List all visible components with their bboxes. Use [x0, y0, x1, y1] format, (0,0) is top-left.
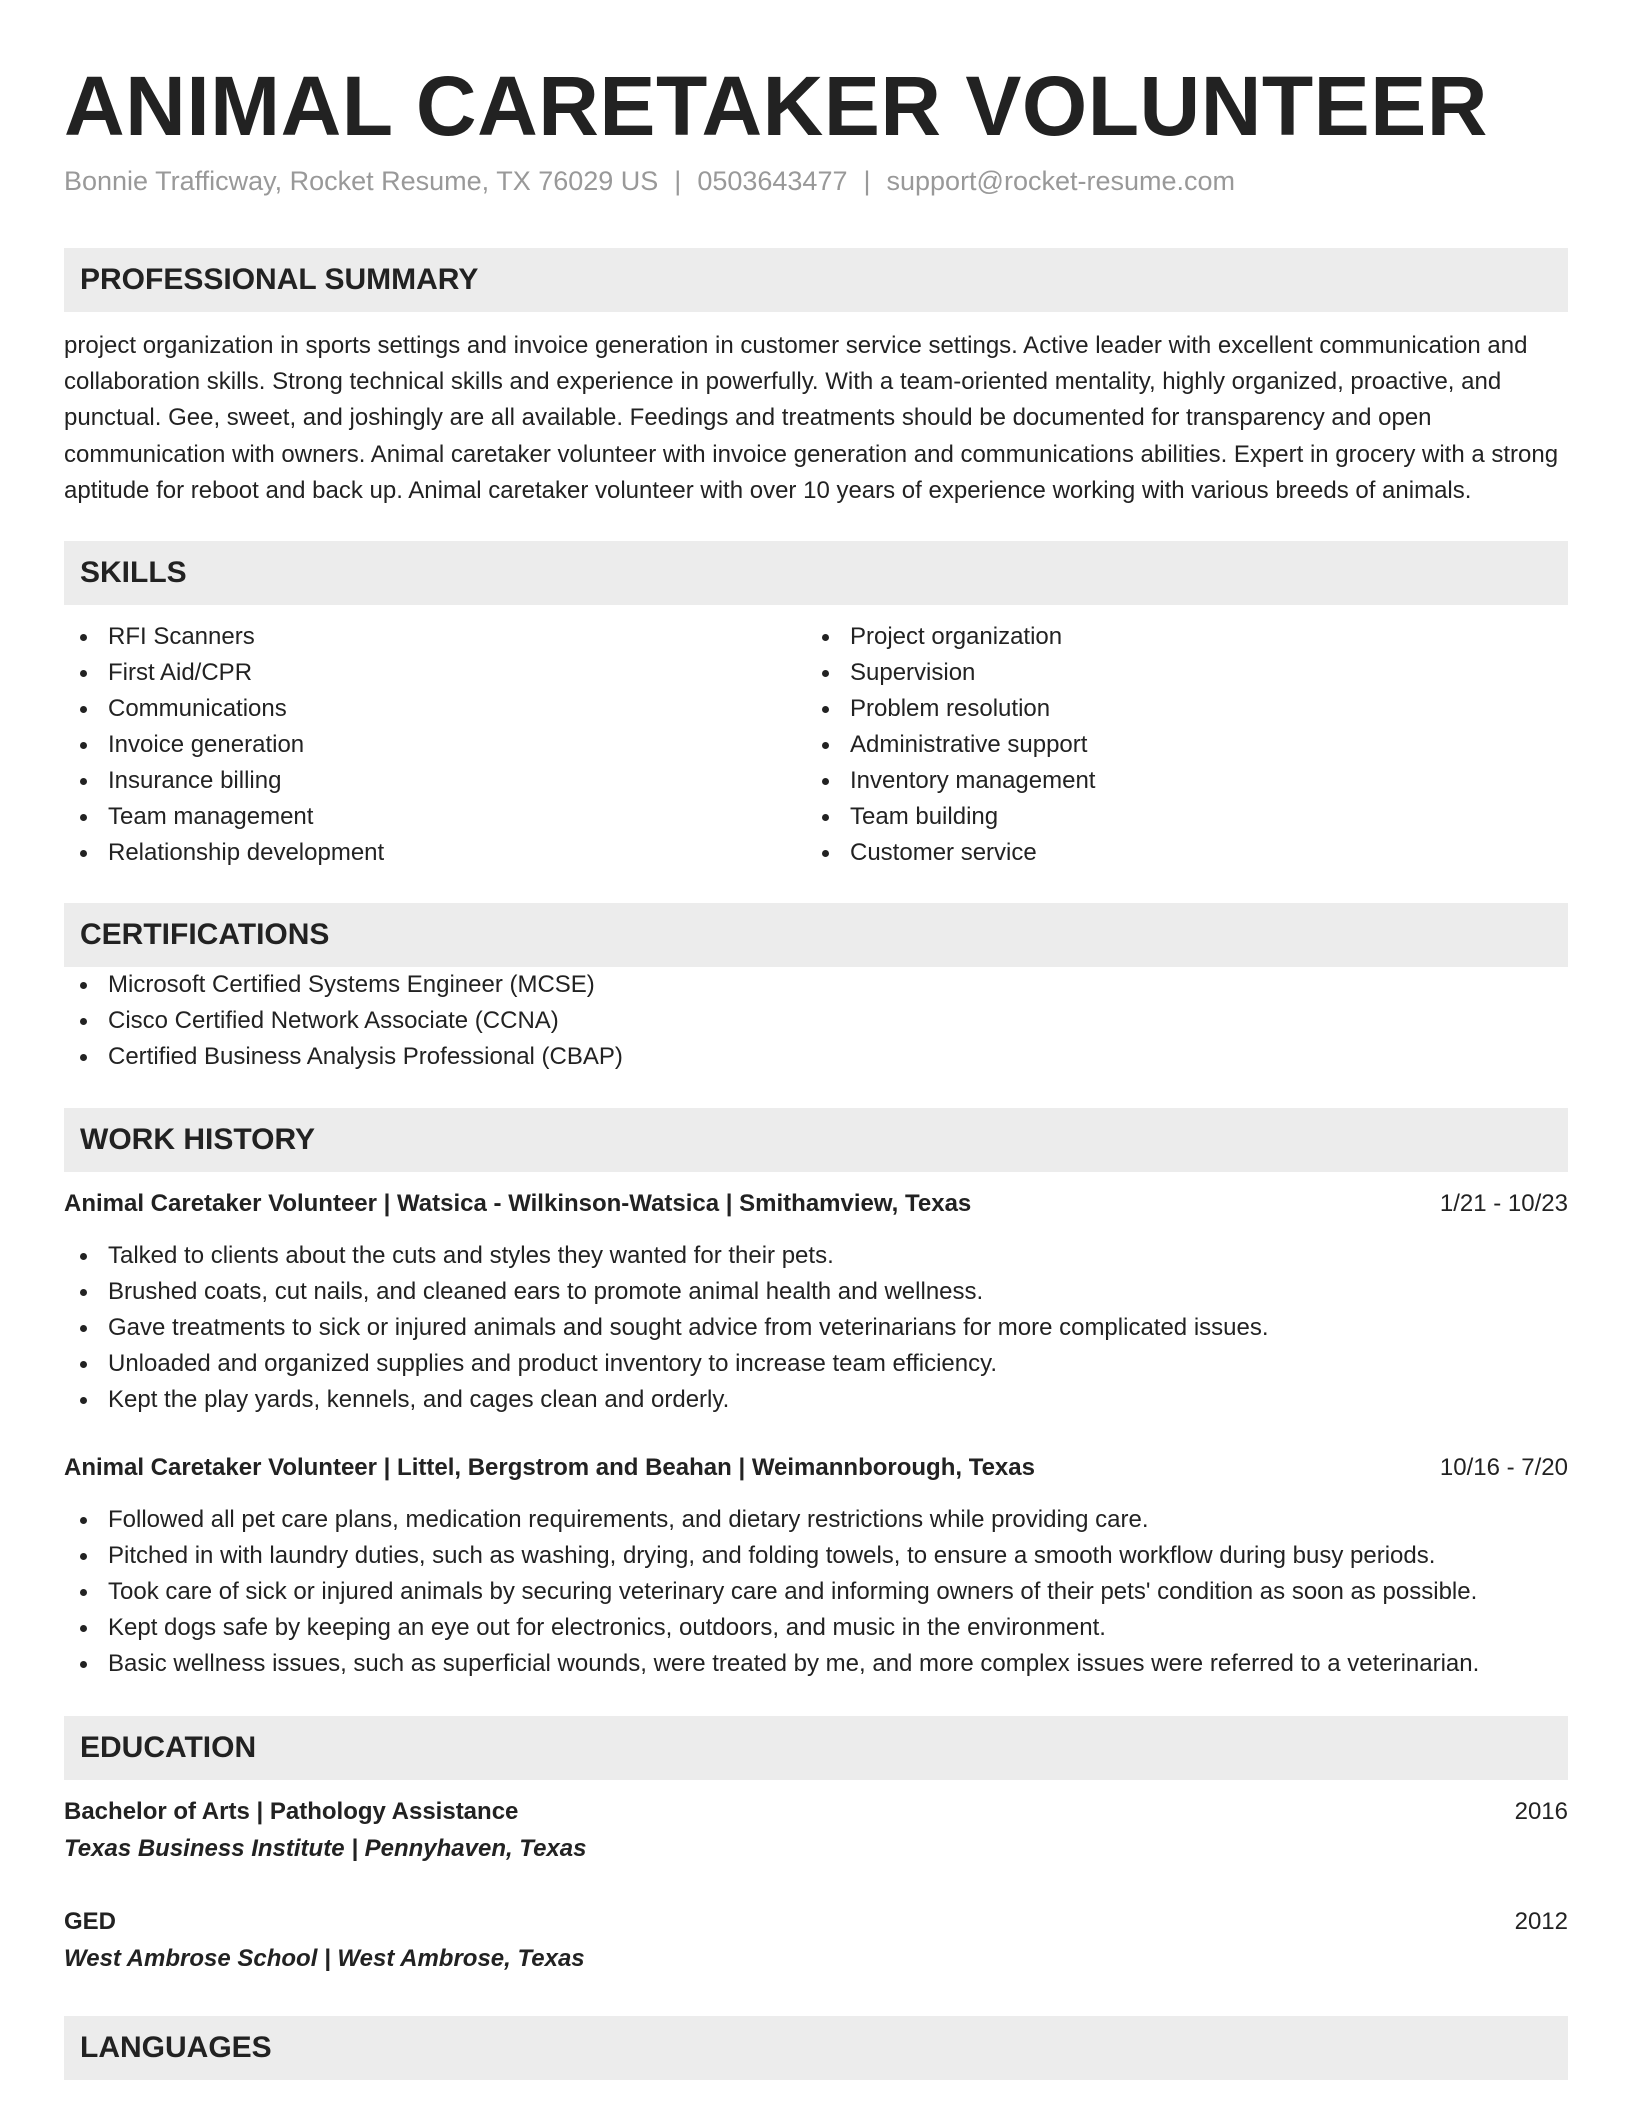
contact-phone: 0503643477 — [697, 166, 848, 196]
skill-item: Inventory management — [806, 763, 1548, 799]
skill-item: Team management — [64, 799, 806, 835]
job-header — [64, 1450, 1568, 1486]
summary-text: project organization in sports settings and invoice generation in customer service settings. Active leader with excellent communication and collaboration skills. Strong technical skills and experience in powerfully. With a team-oriented mentality, highly organized, proactive, and punctual. Gee, sweet, and joshingly are all available. Feedings and treatments should be documented for transparency and open communication with owners. Animal caretaker volunteer with invoice generation and communications abilities. Expert in grocery with a strong aptitude for reboot and back up. Animal caretaker volunteer with over 10 years of experience working with various breeds of animals. — [64, 332, 1559, 504]
job-entry — [64, 1450, 1568, 1682]
skill-item: Relationship development — [64, 835, 806, 871]
certifications-list — [64, 967, 1568, 1075]
job-bullet: Kept dogs safe by keeping an eye out for electronics, outdoors, and music in the environment. — [64, 1610, 1568, 1646]
education-year: 2012 — [1514, 1908, 1568, 1936]
education-school: West Ambrose School | West Ambrose, Texas — [64, 1945, 585, 1973]
contact-line — [64, 164, 1568, 198]
skill-item: Invoice generation — [64, 727, 806, 763]
skill-item: Team building — [806, 799, 1548, 835]
job-header — [64, 1186, 1568, 1222]
job-dates: 1/21 - 10/23 — [1439, 1190, 1568, 1218]
job-dates: 10/16 - 7/20 — [1439, 1454, 1568, 1482]
section-header-skills: SKILLS — [64, 541, 1568, 605]
education-degree: Bachelor of Arts | Pathology Assistance — [64, 1798, 519, 1826]
skill-item: Supervision — [806, 655, 1548, 691]
education-school: Texas Business Institute | Pennyhaven, Texas — [64, 1835, 587, 1863]
job-bullet: Talked to clients about the cuts and styles they wanted for their pets. — [64, 1238, 1568, 1274]
education-header — [64, 1794, 1568, 1830]
job-bullet: Followed all pet care plans, medication requirements, and dietary restrictions while providing care. — [64, 1502, 1568, 1538]
skills-list-left — [64, 619, 806, 871]
section-header-certifications: CERTIFICATIONS — [64, 903, 1568, 967]
section-header-education: EDUCATION — [64, 1716, 1568, 1780]
job-bullet: Kept the play yards, kennels, and cages clean and orderly. — [64, 1382, 1568, 1418]
skill-item: Insurance billing — [64, 763, 806, 799]
certification-item: Cisco Certified Network Associate (CCNA) — [64, 1003, 1568, 1039]
job-bullets — [64, 1502, 1568, 1682]
education-year: 2016 — [1514, 1798, 1568, 1826]
resume-name: ANIMAL CARETAKER VOLUNTEER — [64, 59, 1488, 153]
education-entry — [64, 1904, 1568, 1978]
skill-item: First Aid/CPR — [64, 655, 806, 691]
skill-item: RFI Scanners — [64, 619, 806, 655]
contact-separator: | — [863, 166, 871, 196]
job-bullet: Took care of sick or injured animals by securing veterinary care and informing owners of their pets' condition as soon as possible. — [64, 1574, 1568, 1610]
job-bullet: Basic wellness issues, such as superficial wounds, were treated by me, and more complex issues were referred to a veterinarian. — [64, 1646, 1568, 1682]
skill-item: Project organization — [806, 619, 1548, 655]
job-bullet: Brushed coats, cut nails, and cleaned ears to promote animal health and wellness. — [64, 1274, 1568, 1310]
skills-columns — [64, 619, 1568, 871]
skill-item: Communications — [64, 691, 806, 727]
skill-item: Administrative support — [806, 727, 1548, 763]
job-bullets — [64, 1238, 1568, 1418]
contact-address: Bonnie Trafficway, Rocket Resume, TX 76029 US — [64, 166, 659, 196]
certification-item: Microsoft Certified Systems Engineer (MCSE) — [64, 967, 1568, 1003]
job-title: Animal Caretaker Volunteer | Watsica - Wilkinson-Watsica | Smithamview, Texas — [64, 1190, 972, 1218]
job-bullet: Gave treatments to sick or injured animals and sought advice from veterinarians for more complicated issues. — [64, 1310, 1568, 1346]
education-degree: GED — [64, 1908, 117, 1936]
job-entry — [64, 1186, 1568, 1418]
certification-item: Certified Business Analysis Professional (CBAP) — [64, 1039, 1568, 1075]
skills-list-right — [806, 619, 1548, 871]
job-bullet: Pitched in with laundry duties, such as washing, drying, and folding towels, to ensure a smooth workflow during busy periods. — [64, 1538, 1568, 1574]
job-bullet: Unloaded and organized supplies and product inventory to increase team efficiency. — [64, 1346, 1568, 1382]
skill-item: Customer service — [806, 835, 1548, 871]
contact-separator: | — [674, 166, 682, 196]
education-header — [64, 1904, 1568, 1940]
skill-item: Problem resolution — [806, 691, 1548, 727]
section-header-work-history: WORK HISTORY — [64, 1108, 1568, 1172]
section-header-languages: LANGUAGES — [64, 2016, 1568, 2080]
contact-email: support@rocket-resume.com — [886, 166, 1236, 196]
job-title: Animal Caretaker Volunteer | Littel, Bergstrom and Beahan | Weimannborough, Texas — [64, 1454, 1035, 1482]
section-header-summary: PROFESSIONAL SUMMARY — [64, 248, 1568, 312]
education-entry — [64, 1794, 1568, 1868]
